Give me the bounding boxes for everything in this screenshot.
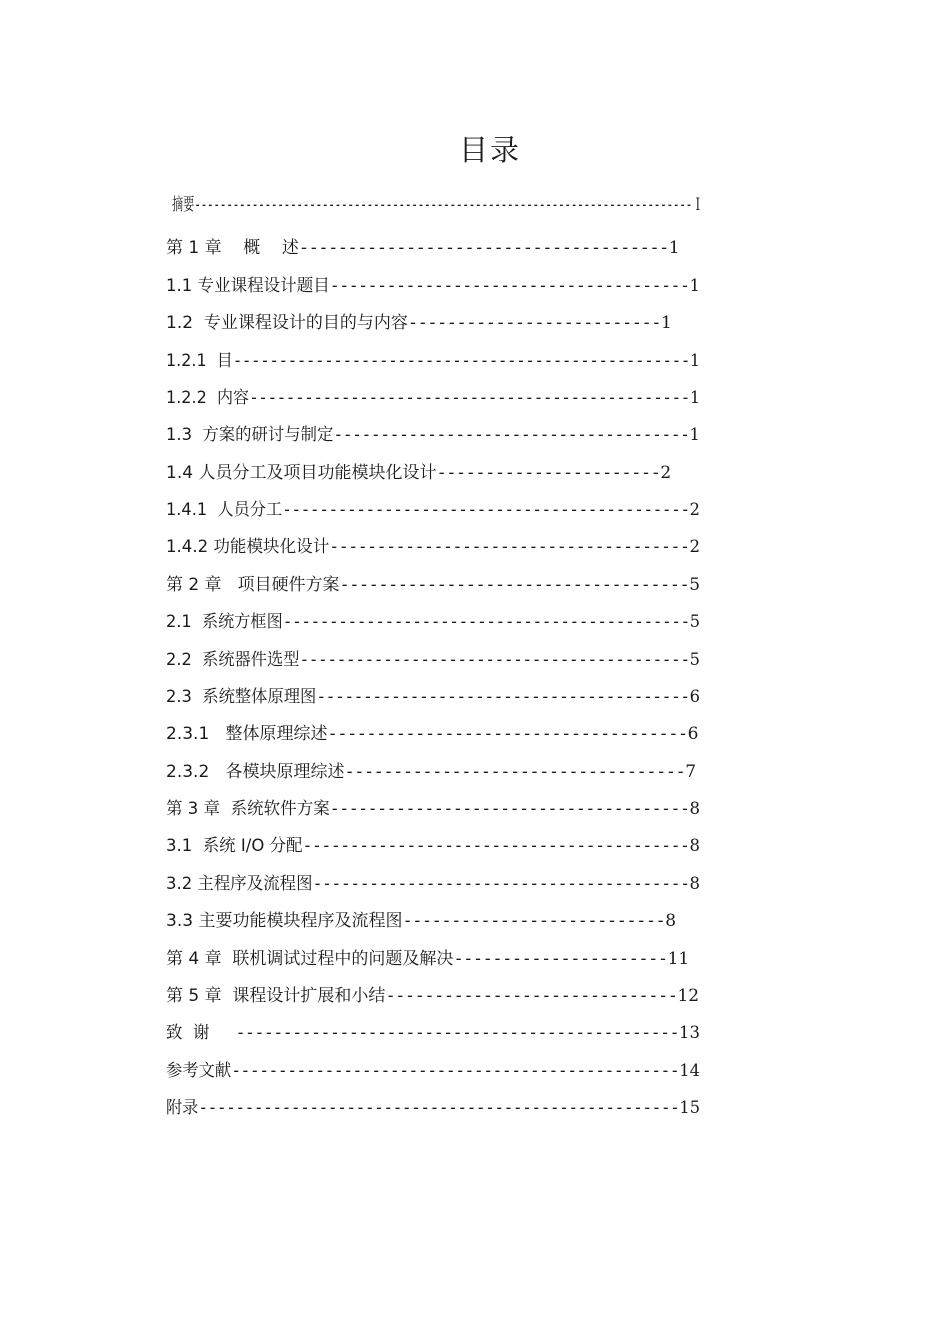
toc-leader-dashes: --------------------------------------	[298, 238, 669, 258]
toc-entry-label: 致 谢	[166, 1023, 236, 1043]
toc-entry-label: 2.3.1 整体原理综述	[166, 724, 328, 744]
toc-page-number: 5	[689, 575, 701, 595]
toc-leader-dashes: ------------------------------------------------	[231, 1061, 680, 1081]
toc-entry-label: 1.4.2 功能模块化设计	[166, 537, 330, 557]
toc-leader-dashes: --------------------------	[407, 313, 661, 333]
toc-leader-dashes: --------------------------------------------	[282, 500, 690, 520]
toc-entry[interactable]	[166, 985, 699, 1007]
toc-entry[interactable]	[166, 873, 700, 895]
toc-leader-dashes: -----------------------	[436, 463, 661, 483]
toc-leader-dashes: --------------------------------------	[329, 799, 690, 819]
toc-leader-dashes: ------------------------------------------------------------------------------	[194, 195, 693, 215]
toc-page-number: 6	[689, 687, 701, 707]
toc-entry[interactable]	[166, 499, 700, 521]
toc-entry-label: 摘要	[172, 195, 195, 215]
toc-entry[interactable]	[166, 798, 700, 820]
toc-page-number: 2	[689, 537, 701, 557]
toc-entry[interactable]	[166, 686, 700, 708]
toc-page-number: 1	[689, 276, 701, 296]
toc-entry[interactable]	[166, 312, 672, 334]
toc-leader-dashes: --------------------------------------	[333, 425, 690, 445]
toc-page-number: 5	[689, 612, 701, 632]
toc-page-number: 1	[689, 351, 701, 371]
toc-page-number: 1	[668, 238, 680, 258]
toc-leader-dashes: ---------------------------	[402, 911, 666, 931]
toc-leader-dashes: --------------------------------------------------	[232, 351, 690, 371]
toc-entry[interactable]	[166, 536, 700, 558]
toc-entry-label: 1.4 人员分工及项目功能模块化设计	[166, 463, 437, 483]
toc-entry-label: 3.3 主要功能模块程序及流程图	[166, 911, 403, 931]
toc-page-number: 15	[679, 1098, 700, 1118]
toc-entry[interactable]	[166, 424, 700, 446]
toc-entry[interactable]	[172, 194, 700, 216]
toc-page-number: 6	[687, 724, 699, 744]
toc-entry-label: 1.3 方案的研讨与制定	[166, 425, 334, 445]
toc-entry-label: 3.2 主程序及流程图	[166, 874, 313, 894]
toc-entry[interactable]	[166, 1060, 700, 1082]
toc-leader-dashes: ------------------------------------------	[299, 650, 690, 670]
toc-entry-label: 第 2 章 项目硬件方案	[166, 575, 340, 595]
toc-entry[interactable]	[166, 723, 699, 745]
toc-leader-dashes: -----------------------------------	[344, 762, 686, 782]
toc-entry[interactable]	[166, 761, 696, 783]
toc-entry[interactable]	[166, 649, 700, 671]
toc-page-number: 5	[689, 650, 700, 670]
toc-entry[interactable]	[166, 611, 700, 633]
toc-page-number: 1	[689, 425, 700, 445]
toc-entry[interactable]	[166, 1097, 700, 1119]
toc-leader-dashes: --------------------------------------------	[282, 612, 690, 632]
toc-entry[interactable]	[166, 835, 700, 857]
toc-leader-dashes: ------------------------------------------------	[249, 388, 690, 408]
toc-entry-label: 第 4 章 联机调试过程中的问题及解决	[166, 949, 454, 969]
toc-page-number: 7	[685, 762, 697, 782]
toc-entry-label: 1.2 专业课程设计的目的与内容	[166, 313, 408, 333]
toc-leader-dashes: -----------------------------------------	[302, 836, 690, 856]
toc-entry[interactable]	[166, 948, 689, 970]
toc-entry-label: 2.1 系统方框图	[166, 612, 283, 632]
toc-title: 目录	[458, 133, 521, 167]
toc-entry-label: 3.1 系统 I/O 分配	[166, 836, 303, 856]
toc-page-number: 11	[667, 949, 690, 969]
toc-page-number: 2	[660, 463, 672, 483]
toc-page-number: 2	[689, 500, 700, 520]
toc-entry[interactable]	[166, 574, 700, 596]
toc-page-number: 8	[689, 799, 700, 819]
toc-leader-dashes: --------------------------------------	[329, 537, 690, 557]
toc-leader-dashes: -----------------------------------------------	[235, 1023, 680, 1043]
toc-page-number: 1	[689, 388, 701, 408]
toc-entry-label: 2.3 系统整体原理图	[166, 687, 317, 707]
toc-entry-label: 第 1 章 概 述	[166, 238, 299, 258]
toc-leader-dashes: ----------------------	[453, 949, 668, 969]
toc-leader-dashes: --------------------------------------	[329, 276, 690, 296]
toc-entry-label: 1.2.2 内容	[166, 388, 250, 408]
toc-entry-label: 1.2.1 目	[166, 351, 233, 371]
toc-entry-label: 2.2 系统器件选型	[166, 650, 300, 670]
toc-entry[interactable]	[166, 275, 700, 297]
toc-entry[interactable]	[166, 910, 676, 932]
toc-entry-label: 第 5 章 课程设计扩展和小结	[166, 986, 386, 1006]
toc-entry[interactable]	[166, 350, 700, 372]
toc-entry-label: 1.4.1 人员分工	[166, 500, 283, 520]
toc-entry[interactable]	[166, 462, 671, 484]
toc-leader-dashes: ----------------------------------------	[316, 687, 690, 707]
toc-leader-dashes: ----------------------------------------------------	[198, 1098, 680, 1118]
toc-entry-label: 第 3 章 系统软件方案	[166, 799, 330, 819]
toc-leader-dashes: ----------------------------------------	[312, 874, 690, 894]
toc-page-number: 8	[689, 874, 700, 894]
toc-page-number: 12	[677, 986, 700, 1006]
toc-leader-dashes: -------------------------------------	[327, 724, 688, 744]
toc-page-number: I	[692, 195, 700, 215]
toc-leader-dashes: ------------------------------	[385, 986, 678, 1006]
toc-page-number: 1	[660, 313, 672, 333]
toc-page-number: 14	[679, 1061, 700, 1081]
toc-page-number: 13	[679, 1023, 700, 1043]
toc-page-number: 8	[689, 836, 701, 856]
toc-entry-label: 1.1 专业课程设计题目	[166, 276, 330, 296]
toc-entry-label: 2.3.2 各模块原理综述	[166, 762, 345, 782]
toc-entry-label: 附录	[166, 1098, 199, 1118]
toc-entry[interactable]	[166, 237, 680, 259]
toc-entry-label: 参考文献	[166, 1061, 232, 1081]
toc-entry[interactable]	[166, 387, 700, 409]
toc-entry[interactable]	[166, 1022, 700, 1044]
toc-page-number: 8	[665, 911, 677, 931]
toc-leader-dashes: ------------------------------------	[339, 575, 690, 595]
